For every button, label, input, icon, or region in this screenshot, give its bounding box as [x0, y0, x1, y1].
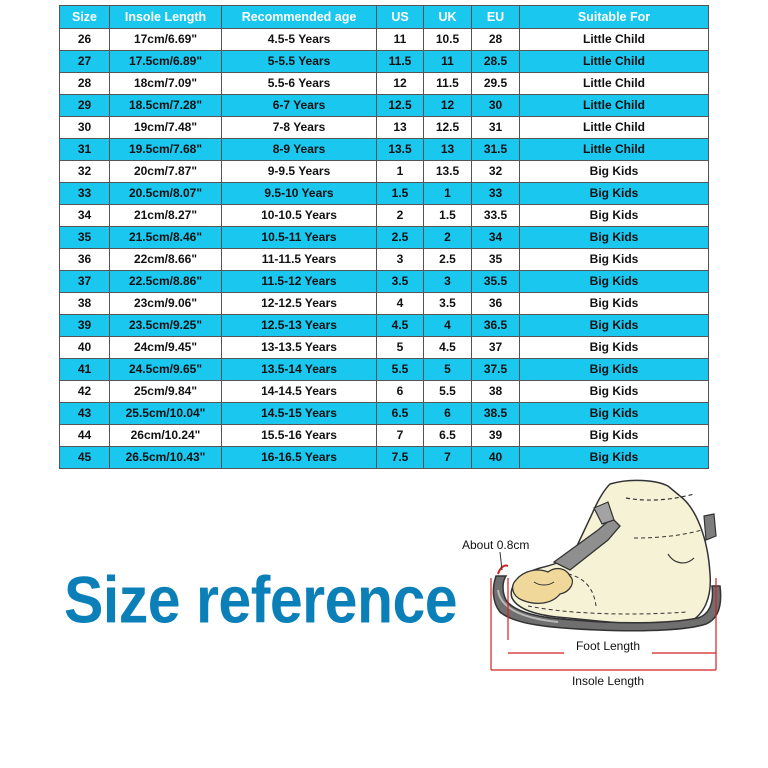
cell-recommended-age: 15.5-16 Years: [222, 425, 377, 447]
header-recommended-age: Recommended age: [222, 6, 377, 29]
cell-eu: 36: [472, 293, 520, 315]
cell-suitable-for: Big Kids: [520, 403, 709, 425]
cell-recommended-age: 5-5.5 Years: [222, 51, 377, 73]
cell-recommended-age: 9.5-10 Years: [222, 183, 377, 205]
cell-recommended-age: 13-13.5 Years: [222, 337, 377, 359]
cell-size: 33: [60, 183, 110, 205]
cell-eu: 40: [472, 447, 520, 469]
cell-size: 45: [60, 447, 110, 469]
table-row: [60, 117, 709, 139]
cell-us: 4: [377, 293, 424, 315]
cell-size: 36: [60, 249, 110, 271]
cell-suitable-for: Big Kids: [520, 227, 709, 249]
table-row: [60, 359, 709, 381]
cell-insole-length: 18.5cm/7.28": [110, 95, 222, 117]
table-header-row: [60, 6, 709, 29]
cell-uk: 5.5: [424, 381, 472, 403]
cell-insole-length: 26cm/10.24": [110, 425, 222, 447]
cell-recommended-age: 10.5-11 Years: [222, 227, 377, 249]
cell-us: 2.5: [377, 227, 424, 249]
cell-insole-length: 19.5cm/7.68": [110, 139, 222, 161]
cell-recommended-age: 7-8 Years: [222, 117, 377, 139]
table-row: [60, 183, 709, 205]
cell-insole-length: 21.5cm/8.46": [110, 227, 222, 249]
cell-size: 32: [60, 161, 110, 183]
cell-us: 12: [377, 73, 424, 95]
cell-us: 5.5: [377, 359, 424, 381]
cell-eu: 28: [472, 29, 520, 51]
cell-uk: 5: [424, 359, 472, 381]
table-row: [60, 139, 709, 161]
table-row: [60, 447, 709, 469]
cell-uk: 3: [424, 271, 472, 293]
cell-suitable-for: Big Kids: [520, 161, 709, 183]
size-reference-headline: Size reference: [64, 563, 458, 638]
cell-insole-length: 23cm/9.06": [110, 293, 222, 315]
cell-us: 1: [377, 161, 424, 183]
cell-insole-length: 24.5cm/9.65": [110, 359, 222, 381]
cell-suitable-for: Big Kids: [520, 271, 709, 293]
cell-recommended-age: 9-9.5 Years: [222, 161, 377, 183]
cell-size: 29: [60, 95, 110, 117]
table-row: [60, 51, 709, 73]
cell-size: 27: [60, 51, 110, 73]
cell-recommended-age: 10-10.5 Years: [222, 205, 377, 227]
cell-eu: 28.5: [472, 51, 520, 73]
cell-us: 7.5: [377, 447, 424, 469]
cell-suitable-for: Little Child: [520, 51, 709, 73]
cell-suitable-for: Little Child: [520, 73, 709, 95]
size-chart-table: [59, 5, 709, 469]
cell-us: 1.5: [377, 183, 424, 205]
cell-uk: 2: [424, 227, 472, 249]
cell-uk: 13.5: [424, 161, 472, 183]
cell-uk: 11: [424, 51, 472, 73]
cell-us: 2: [377, 205, 424, 227]
header-insole-length: Insole Length: [110, 6, 222, 29]
table-row: [60, 293, 709, 315]
cell-size: 40: [60, 337, 110, 359]
cell-insole-length: 17cm/6.69": [110, 29, 222, 51]
cell-uk: 6: [424, 403, 472, 425]
table-row: [60, 73, 709, 95]
table-row: [60, 249, 709, 271]
cell-suitable-for: Big Kids: [520, 183, 709, 205]
cell-uk: 13: [424, 139, 472, 161]
cell-size: 26: [60, 29, 110, 51]
table-row: [60, 337, 709, 359]
cell-uk: 1.5: [424, 205, 472, 227]
table-row: [60, 227, 709, 249]
header-suitable-for: Suitable For: [520, 6, 709, 29]
cell-uk: 11.5: [424, 73, 472, 95]
cell-us: 3: [377, 249, 424, 271]
cell-uk: 2.5: [424, 249, 472, 271]
cell-insole-length: 25cm/9.84": [110, 381, 222, 403]
cell-uk: 1: [424, 183, 472, 205]
cell-suitable-for: Big Kids: [520, 447, 709, 469]
cell-size: 42: [60, 381, 110, 403]
cell-uk: 12.5: [424, 117, 472, 139]
cell-suitable-for: Little Child: [520, 117, 709, 139]
cell-insole-length: 17.5cm/6.89": [110, 51, 222, 73]
cell-insole-length: 25.5cm/10.04": [110, 403, 222, 425]
header-size: Size: [60, 6, 110, 29]
header-us: US: [377, 6, 424, 29]
cell-recommended-age: 6-7 Years: [222, 95, 377, 117]
cell-eu: 39: [472, 425, 520, 447]
cell-insole-length: 22cm/8.66": [110, 249, 222, 271]
cell-insole-length: 23.5cm/9.25": [110, 315, 222, 337]
cell-recommended-age: 16-16.5 Years: [222, 447, 377, 469]
cell-insole-length: 21cm/8.27": [110, 205, 222, 227]
cell-us: 6.5: [377, 403, 424, 425]
cell-suitable-for: Big Kids: [520, 425, 709, 447]
cell-us: 13: [377, 117, 424, 139]
cell-size: 37: [60, 271, 110, 293]
cell-eu: 37: [472, 337, 520, 359]
cell-size: 43: [60, 403, 110, 425]
foot-length-label: Foot Length: [575, 639, 641, 653]
cell-recommended-age: 8-9 Years: [222, 139, 377, 161]
cell-eu: 38: [472, 381, 520, 403]
toe-gap-marker: [498, 565, 508, 574]
cell-size: 34: [60, 205, 110, 227]
cell-us: 13.5: [377, 139, 424, 161]
cell-us: 11.5: [377, 51, 424, 73]
cell-size: 28: [60, 73, 110, 95]
cell-suitable-for: Little Child: [520, 29, 709, 51]
cell-suitable-for: Little Child: [520, 139, 709, 161]
cell-suitable-for: Big Kids: [520, 293, 709, 315]
table-row: [60, 29, 709, 51]
cell-us: 3.5: [377, 271, 424, 293]
cell-eu: 33: [472, 183, 520, 205]
cell-uk: 3.5: [424, 293, 472, 315]
table-row: [60, 315, 709, 337]
cell-recommended-age: 12-12.5 Years: [222, 293, 377, 315]
cell-us: 6: [377, 381, 424, 403]
cell-eu: 31: [472, 117, 520, 139]
cell-uk: 4: [424, 315, 472, 337]
cell-size: 35: [60, 227, 110, 249]
cell-uk: 12: [424, 95, 472, 117]
cell-size: 44: [60, 425, 110, 447]
table-body: [60, 29, 709, 469]
cell-suitable-for: Big Kids: [520, 381, 709, 403]
table-row: [60, 161, 709, 183]
heel-tab: [704, 514, 716, 540]
cell-suitable-for: Big Kids: [520, 315, 709, 337]
cell-insole-length: 19cm/7.48": [110, 117, 222, 139]
cell-recommended-age: 4.5-5 Years: [222, 29, 377, 51]
toe-gap-label: About 0.8cm: [462, 538, 530, 552]
shoe-measurement-diagram: [458, 478, 733, 698]
cell-suitable-for: Big Kids: [520, 337, 709, 359]
cell-uk: 6.5: [424, 425, 472, 447]
cell-eu: 36.5: [472, 315, 520, 337]
cell-insole-length: 20.5cm/8.07": [110, 183, 222, 205]
cell-size: 38: [60, 293, 110, 315]
table-row: [60, 403, 709, 425]
cell-insole-length: 24cm/9.45": [110, 337, 222, 359]
cell-us: 5: [377, 337, 424, 359]
table-row: [60, 271, 709, 293]
cell-recommended-age: 13.5-14 Years: [222, 359, 377, 381]
cell-eu: 31.5: [472, 139, 520, 161]
cell-recommended-age: 5.5-6 Years: [222, 73, 377, 95]
cell-eu: 29.5: [472, 73, 520, 95]
cell-size: 31: [60, 139, 110, 161]
cell-size: 41: [60, 359, 110, 381]
cell-recommended-age: 14-14.5 Years: [222, 381, 377, 403]
cell-eu: 37.5: [472, 359, 520, 381]
header-uk: UK: [424, 6, 472, 29]
cell-insole-length: 18cm/7.09": [110, 73, 222, 95]
cell-recommended-age: 11.5-12 Years: [222, 271, 377, 293]
table-row: [60, 205, 709, 227]
cell-us: 4.5: [377, 315, 424, 337]
cell-eu: 30: [472, 95, 520, 117]
cell-eu: 32: [472, 161, 520, 183]
table-row: [60, 425, 709, 447]
insole-length-label: Insole Length: [571, 674, 645, 688]
cell-suitable-for: Big Kids: [520, 249, 709, 271]
table-row: [60, 381, 709, 403]
cell-size: 39: [60, 315, 110, 337]
table-row: [60, 95, 709, 117]
cell-suitable-for: Big Kids: [520, 205, 709, 227]
cell-us: 7: [377, 425, 424, 447]
cell-uk: 10.5: [424, 29, 472, 51]
cell-recommended-age: 12.5-13 Years: [222, 315, 377, 337]
cell-us: 11: [377, 29, 424, 51]
cell-uk: 4.5: [424, 337, 472, 359]
cell-eu: 34: [472, 227, 520, 249]
cell-size: 30: [60, 117, 110, 139]
cell-recommended-age: 11-11.5 Years: [222, 249, 377, 271]
cell-eu: 35: [472, 249, 520, 271]
cell-eu: 35.5: [472, 271, 520, 293]
cell-recommended-age: 14.5-15 Years: [222, 403, 377, 425]
cell-suitable-for: Little Child: [520, 95, 709, 117]
cell-insole-length: 22.5cm/8.86": [110, 271, 222, 293]
cell-insole-length: 20cm/7.87": [110, 161, 222, 183]
cell-insole-length: 26.5cm/10.43": [110, 447, 222, 469]
cell-eu: 38.5: [472, 403, 520, 425]
cell-uk: 7: [424, 447, 472, 469]
header-eu: EU: [472, 6, 520, 29]
cell-us: 12.5: [377, 95, 424, 117]
cell-eu: 33.5: [472, 205, 520, 227]
cell-suitable-for: Big Kids: [520, 359, 709, 381]
